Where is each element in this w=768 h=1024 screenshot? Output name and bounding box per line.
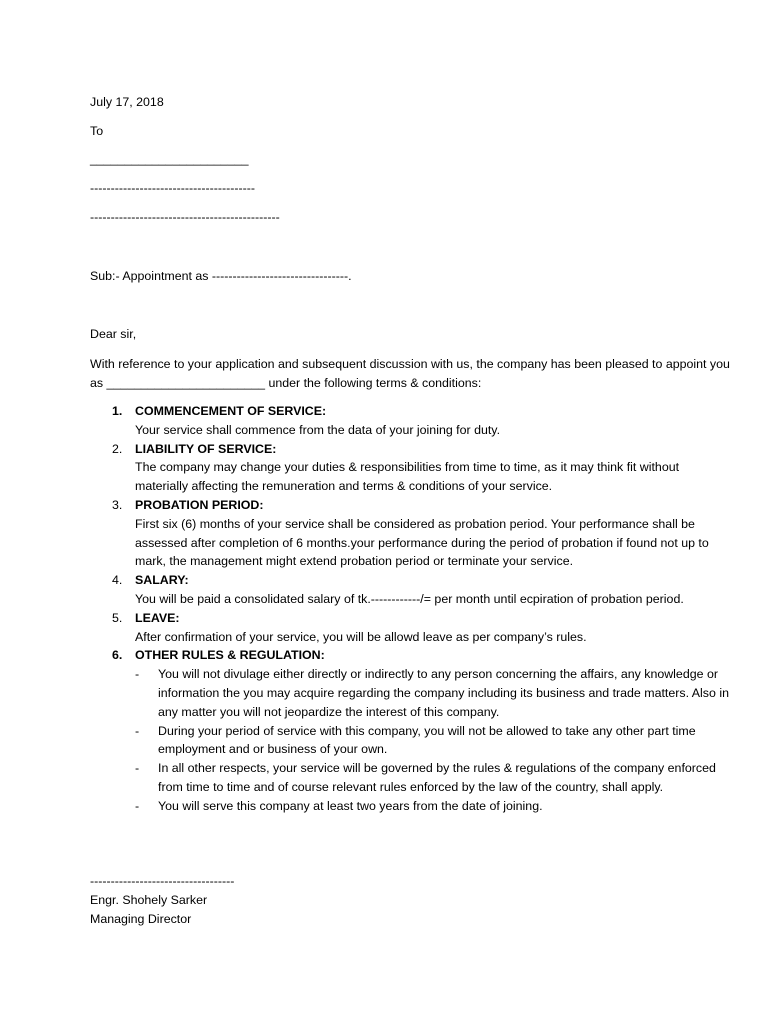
signature-line: -----------------------------------	[90, 874, 235, 888]
term-title: OTHER RULES & REGULATION:	[135, 648, 325, 663]
bullet-dash: -	[135, 798, 140, 813]
letter-date: July 17, 2018	[90, 95, 164, 109]
rule-bullet-item	[135, 722, 730, 760]
rule-bullet-item	[135, 665, 730, 721]
term-title: COMMENCEMENT OF SERVICE:	[135, 404, 327, 418]
term-body: First six (6) months of your service shall be considered as probation period. Your performance shall be assessed after completion of 6 months.your performance during the period of probation if found not up to mark, the management might extend probation period or terminate your service.	[135, 516, 709, 569]
terms-list	[90, 402, 730, 816]
term-item-salary	[90, 571, 730, 609]
signatory-name: Engr. Shohely Sarker	[90, 893, 208, 907]
term-number: 3.	[112, 497, 123, 512]
term-number: 2.	[112, 441, 123, 456]
intro-paragraph: With reference to your application and subsequent discussion with us, the company has been pleased to appoint you as _______________________ under the following terms & conditions:	[90, 357, 730, 390]
term-number: 6.	[112, 648, 123, 663]
recipient-address-line-1: ----------------------------------------	[90, 181, 256, 195]
recipient-name-blank: _______________________	[90, 152, 249, 166]
recipient-to-label: To	[90, 124, 104, 138]
bullet-dash: -	[135, 723, 140, 738]
term-item-commencement	[90, 402, 730, 440]
rule-bullet-item	[135, 759, 730, 797]
term-number: 4.	[112, 573, 123, 588]
rule-text: During your period of service with this company, you will not be allowed to take any other part time employment and or business of your own.	[158, 723, 696, 757]
term-body: You will be paid a consolidated salary of tk.------------/= per month until ecpiration of probation period.	[135, 591, 684, 606]
signatory-title: Managing Director	[90, 912, 192, 926]
term-body: The company may change your duties & responsibilities from time to time, as it may think fit without materially affecting the remuneration and terms & conditions of your service.	[135, 460, 680, 494]
term-body: Your service shall commence from the data of your joining for duty.	[135, 422, 501, 437]
term-item-liability	[90, 440, 730, 496]
term-item-leave	[90, 609, 730, 647]
rule-text: In all other respects, your service will be governed by the rules & regulations of the company enforced from time to time and of course relevant rules enforced by the law of the country, shall apply.	[158, 761, 716, 794]
term-number: 1.	[112, 404, 123, 418]
rule-text: You will serve this company at least two years from the date of joining.	[158, 798, 543, 813]
bullet-dash: -	[135, 761, 140, 776]
term-title: SALARY:	[135, 573, 189, 588]
bullet-dash: -	[135, 667, 140, 682]
term-title: LEAVE:	[135, 610, 180, 625]
term-item-probation	[90, 496, 730, 571]
term-title: PROBATION PERIOD:	[135, 497, 264, 512]
term-title: LIABILITY OF SERVICE:	[135, 441, 277, 456]
recipient-address-line-2: ----------------------------------------------	[90, 210, 280, 224]
rules-bullet-list	[135, 665, 730, 815]
salutation: Dear sir,	[90, 327, 137, 341]
term-item-other-rules	[90, 646, 730, 815]
rule-text: You will not divulage either directly or indirectly to any person concerning the affairs, any knowledge or information the you may acquire regarding the company including its business and trade matters. Also in any matter you will not jeopardize the interest of this company.	[158, 667, 729, 719]
term-number: 5.	[112, 610, 123, 625]
rule-bullet-item	[135, 797, 730, 816]
letter-subject: Sub:- Appointment as ---------------------------------.	[90, 269, 352, 283]
term-body: After confirmation of your service, you will be allowd leave as per company’s rules.	[135, 629, 587, 644]
